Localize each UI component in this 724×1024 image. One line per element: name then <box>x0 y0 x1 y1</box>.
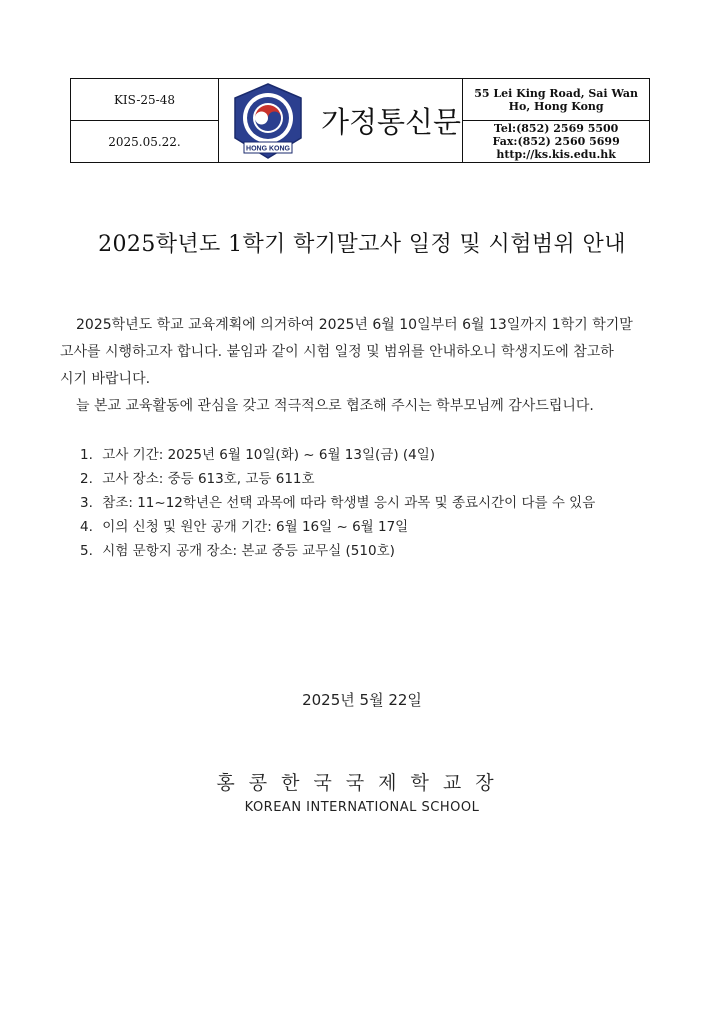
letterhead-table <box>70 78 650 163</box>
school-logo <box>229 82 307 160</box>
address-cell <box>463 79 650 121</box>
issue-date: 2025년 5월 22일 <box>302 691 422 709</box>
logo-title-cell <box>218 79 462 163</box>
doc-number: KIS-25-48 <box>71 79 219 121</box>
paragraph-1-line2: 고사를 시행하고자 합니다. 붙임과 같이 시험 일정 및 범위를 안내하오니 학생지도에 참고하 <box>60 344 614 360</box>
list-item: 5. 시험 문항지 공개 장소: 본교 중등 교무실 (510호) <box>80 543 395 559</box>
list-item: 3. 참조: 11~12학년은 선택 과목에 따라 학생별 응시 과목 및 종료시간이 다를 수 있음 <box>80 495 596 511</box>
paragraph-1 <box>60 312 654 393</box>
notice-title: 가정통신문 <box>320 105 462 139</box>
body-text <box>60 312 654 420</box>
address-line2: Ho, Hong Kong <box>508 99 604 113</box>
list-item: 1. 고사 기간: 2025년 6월 10일(화) ~ 6월 13일(금) (4일) <box>80 447 436 463</box>
doc-date: 2025.05.22. <box>71 121 219 163</box>
fax-number: Fax:(852) 2560 5699 <box>492 135 620 148</box>
list-item: 4. 이의 신청 및 원안 공개 기간: 6월 16일 ~ 6월 17일 <box>80 519 409 535</box>
tel-number: Tel:(852) 2569 5500 <box>493 122 619 135</box>
notice-items <box>80 443 660 563</box>
document-title: 2025학년도 1학기 학기말고사 일정 및 시험범위 안내 <box>98 232 626 257</box>
logo-hongkong-text: HONG KONG <box>245 145 290 152</box>
contact-cell <box>463 121 650 163</box>
paragraph-1-line3: 시기 바랍니다. <box>60 371 151 387</box>
principal-signature: 홍콩한국국제학교장 <box>216 772 508 794</box>
paragraph-1-line1: 2025학년도 학교 교육계획에 의거하여 2025년 6월 10일부터 6월 13일까지 1학기 학기말 <box>76 317 633 333</box>
website-link[interactable]: http://ks.kis.edu.hk <box>496 148 616 161</box>
address-line1: 55 Lei King Road, Sai Wan <box>474 86 638 100</box>
school-name-english: KOREAN INTERNATIONAL SCHOOL <box>244 800 480 815</box>
list-item: 2. 고사 장소: 중등 613호, 고등 611호 <box>80 471 315 487</box>
paragraph-2: 늘 본교 교육활동에 관심을 갖고 적극적으로 협조해 주시는 학부모님께 감사드립니다. <box>76 398 594 414</box>
